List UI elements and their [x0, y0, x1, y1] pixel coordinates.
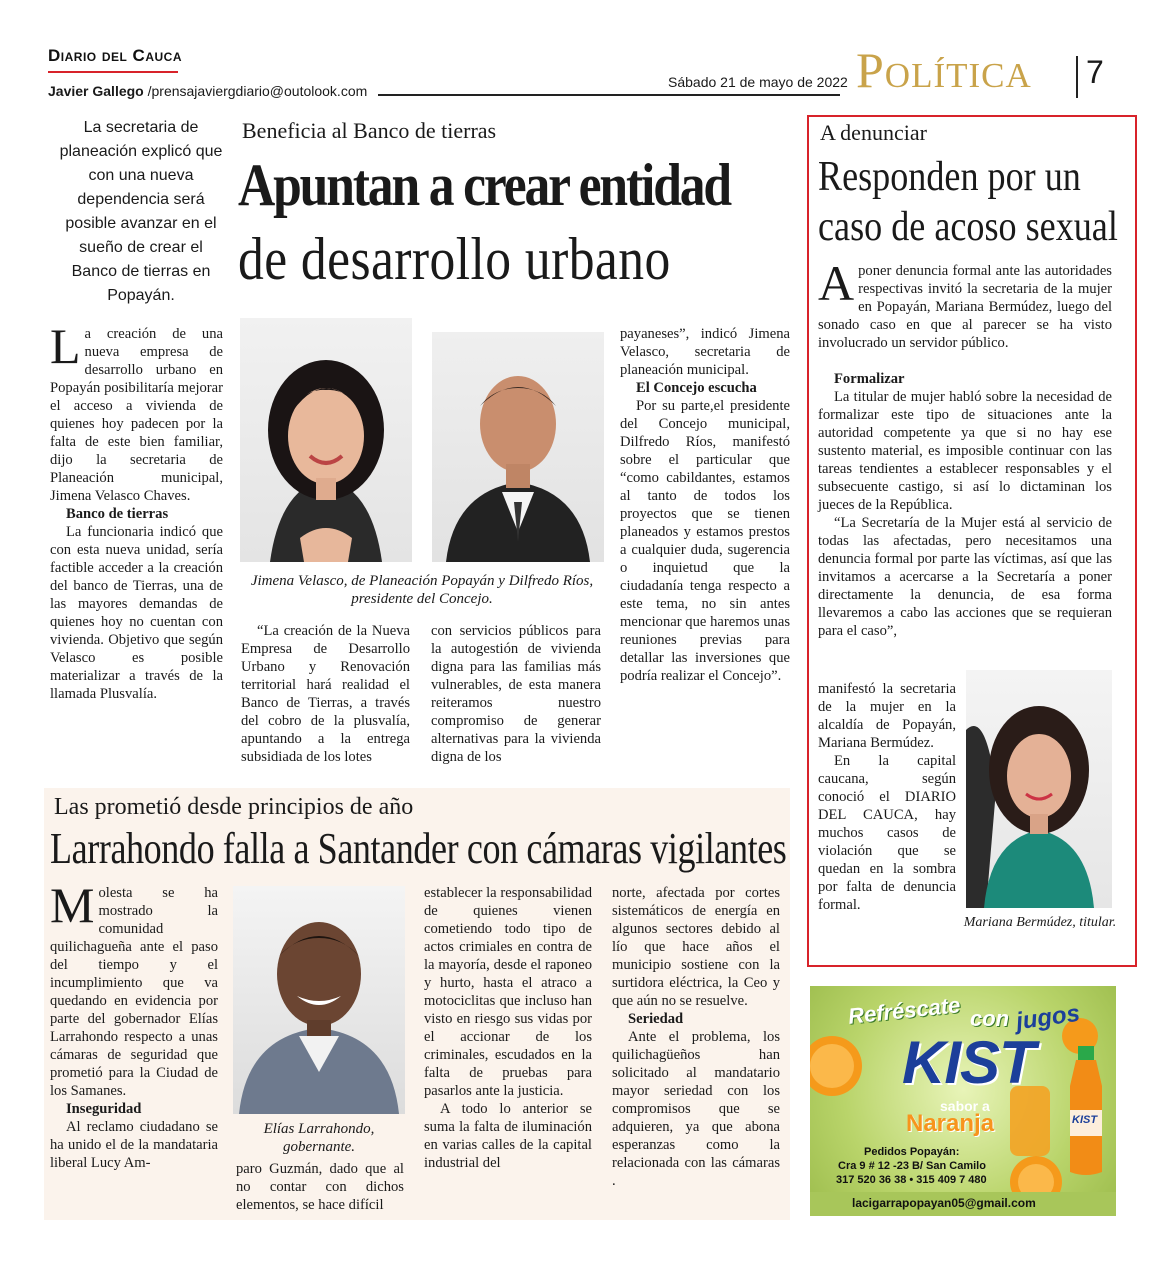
main-headline-line2: de desarrollo urbano: [238, 226, 671, 292]
author-email: /prensajaviergdiario@outolook.com: [147, 83, 368, 99]
juice-bottle-icon: [1062, 1046, 1110, 1176]
bottom-photo-caption: Elías Larrahondo, gobernante.: [263, 1121, 375, 1155]
ad-headline-con: con: [970, 1006, 1010, 1031]
paper-name: Diario del Cauca: [48, 46, 182, 65]
photo-dilfredo-rios: [432, 332, 604, 562]
bottom-column-3b: A todo lo anterior se suma la falta de iluminación en varias calles de la capital industrial del: [424, 1101, 592, 1171]
main-column-3-text: con servicios públicos para la autogestión de vivienda digna para las familias más vulnerables, de esta manera reiteramos nuestro compromiso de generar alternativas para la vivienda digna de los: [431, 623, 601, 765]
main-column-2: [241, 622, 410, 766]
main-kicker: Beneficia al Banco de tierras: [242, 118, 497, 143]
ad-bottle-label: KIST: [1072, 1114, 1098, 1126]
ad-phones: 317 520 36 38 • 315 409 7 480: [836, 1174, 987, 1186]
byline: [48, 83, 367, 99]
ad-email[interactable]: lacigarrapopayan05@gmail.com: [852, 1196, 1036, 1210]
main-column-4a: payaneses”, indicó Jimena Velasco, secretaria de planeación municipal.: [620, 326, 790, 378]
section-title: Política: [856, 42, 1032, 98]
bottom-drop-cap: M: [50, 877, 95, 933]
main-headline: [238, 148, 730, 296]
main-sub-banco: Banco de tierras: [66, 506, 169, 522]
ad-headline-refrescate: Refréscate: [846, 992, 962, 1029]
right-paragraph-1: La titular de mujer habló sobre la necesidad de formalizar este tipo de situaciones ante la autoridad competente ya que si no hay ese sustento material, es imposible continuar con las tareas tendientes a establecer responsables y el subsecuente castigo, si así lo dictaminan los jueces de la República.: [818, 389, 1112, 513]
page-number: 7: [1086, 54, 1104, 90]
ad-headline-jugos: jugos: [1014, 999, 1082, 1036]
right-column-narrow: [818, 680, 956, 914]
photo-elias-larrahondo: [233, 886, 405, 1114]
sidebar-quote: La secretaria de planeación explicó que con una nueva dependencia será posible avanzar en el sueño de crear el Banco de tierras en Popayán.: [59, 119, 223, 304]
right-intro: poner denuncia formal ante las autoridades respectivas invitó la secretaria de la mujer en Popayán, Mariana Bermúdez, luego del sonado caso en que al parecer se ha visto involucrado un servidor público.: [818, 263, 1112, 351]
bottom-column-4a: norte, afectada por cortes sistemáticos de energía en algunos sectores debido al lío que hace años el municipio sostiene con la surtidora eléctrica, la Ceo y que aún no se resuelve.: [612, 885, 780, 1009]
main-column-3: [431, 622, 601, 766]
ad-brand-kist: KIST: [902, 1029, 1035, 1096]
right-drop-cap: A: [818, 255, 855, 311]
bottom-column-3a: establecer la responsabilidad de quienes vienen cometiendo todo tipo de actos crimiales en contra de la mayoría, desde el raponeo y hurto, hasta el atraco a motociclitas que incluso han visto en riesgo sus vidas por el accionar de los criminales, escudados en la falta de pruebas para pasarlos ante la justicia.: [424, 885, 592, 1099]
ad-flavor-naranja: Naranja: [906, 1110, 995, 1137]
bottom-column-4: [612, 884, 780, 1190]
main-headline-line1: Apuntan a crear entidad: [238, 152, 730, 218]
main-drop-cap: L: [50, 318, 81, 374]
main-paragraph-1: La funcionaria indicó que con esta nueva unidad, sería factible acceder a la creación del banco de Tierras, una de las mayores demandas de quienes hoy no cuentan con vivienda. Objetivo que según Velasco es posible materializar a través de la llamada Plusvalía.: [50, 524, 223, 702]
bottom-sub-inseguridad: Inseguridad: [66, 1101, 142, 1117]
right-sub-formalizar: Formalizar: [834, 371, 905, 387]
main-sub-concejo: El Concejo escucha: [636, 380, 757, 396]
bottom-kicker: Las prometió desde principios de año: [54, 794, 414, 820]
ad-address: Cra 9 # 12 -23 B/ San Camilo: [838, 1160, 986, 1172]
header-rule: [378, 94, 840, 96]
masthead-rule: [48, 71, 178, 73]
right-headline: [818, 152, 1118, 252]
kist-advertisement[interactable]: [810, 986, 1116, 1216]
right-headline-line1: Responden por un: [818, 154, 1081, 200]
main-column-2-text: “La creación de la Nueva Empresa de Desarrollo Urbano y Renovación territorial hará realidad el Banco de Tierras, a través del cobro de la plusvalía, apuntando a la entrega subsidiada de los lotes: [241, 623, 410, 765]
main-photo-caption: Jimena Velasco, de Planeación Popayán y Dilfredo Ríos, presidente del Concejo.: [250, 573, 594, 607]
issue-date: Sábado 21 de mayo de 2022: [668, 74, 848, 90]
bottom-column-3: [424, 884, 592, 1172]
bottom-intro: olesta se ha mostrado la comunidad quilichagueña ante el paso del tiempo y el incumplimiento que va quedando en evidencia por parte del gobernador Elías Larrahondo respecto a unas cámaras de seguridad que prometió para la Ciudad de los Samanes.: [50, 885, 218, 1099]
main-column-1: [50, 318, 223, 703]
right-photo-caption: Mariana Bermúdez, titular.: [963, 915, 1117, 930]
ad-sabor-a: sabor a: [940, 1098, 990, 1114]
bottom-column-2-text: paro Guzmán, dado que al no contar con dichos elementos, se hace difícil: [236, 1161, 404, 1213]
right-paragraph-3: manifestó la secretaria de la mujer en la alcaldía de Popayán, Mariana Bermúdez.: [818, 681, 956, 751]
bottom-column-2: [236, 1160, 404, 1214]
main-intro: a creación de una nueva empresa de desarrollo urbano en Popayán posibilitaría mejorar el acceso a vivienda de quienes hoy padecen por la falta de este bien familiar, dijo la secretaria de Planeación municipal, Jimena Velasco Chaves.: [50, 326, 223, 504]
right-paragraph-4: En la capital caucana, según conoció el DIARIO DEL CAUCA, hay muchos casos de violación que se quedan en la sombra por falta de denuncia formal.: [818, 753, 956, 913]
bottom-headline: Larrahondo falla a Santander con cámaras vigilantes: [50, 824, 787, 873]
right-headline-line2: caso de acoso sexual: [818, 204, 1118, 250]
bottom-column-4b: Ante el problema, los quilichagüeños han solicitado al mandatario mayor seriedad con los compromisos que se adquieren, ya que abona esperanzas como la relacionada con las cámaras .: [612, 1029, 780, 1189]
bottom-column-1: [50, 877, 218, 1172]
right-column: [818, 255, 1112, 640]
right-kicker: A denunciar: [820, 120, 927, 145]
photo-jimena-velasco: [240, 318, 412, 562]
section-divider: [1076, 56, 1078, 98]
ad-pedidos-label: Pedidos Popayán:: [864, 1146, 960, 1158]
photo-mariana-bermudez: [966, 670, 1112, 908]
right-paragraph-2: “La Secretaría de la Mujer está al servicio de todas las afectadas, pero necesitamos una denuncia formal por parte las víctimas, así que las invitamos a acercarse a la Secretaría a poner directamente la denuncia, de esa forma llevaremos a cabo las acciones que se requieran para el caso”,: [818, 515, 1112, 639]
bottom-sub-seriedad: Seriedad: [628, 1011, 684, 1027]
main-column-4: [620, 325, 790, 685]
author-name: Javier Gallego: [48, 83, 144, 99]
main-column-4b: Por su parte,el presidente del Concejo municipal, Dilfredo Ríos, manifestó sobre el particular que “como cabildantes, estamos al tanto de todos los proyectos que se tienen planeados y estamos prestos a cualquier duda, sugerencia o inquietud que la ciudadanía tenga respecto a este tema, no sin antes mencionar que haremos unas reuniones previas para detallar las inversiones que podría realizar el Concejo”.: [620, 398, 790, 684]
bottom-paragraph-1: Al reclamo ciudadano se ha unido el de la mandataria liberal Lucy Am-: [50, 1119, 218, 1171]
